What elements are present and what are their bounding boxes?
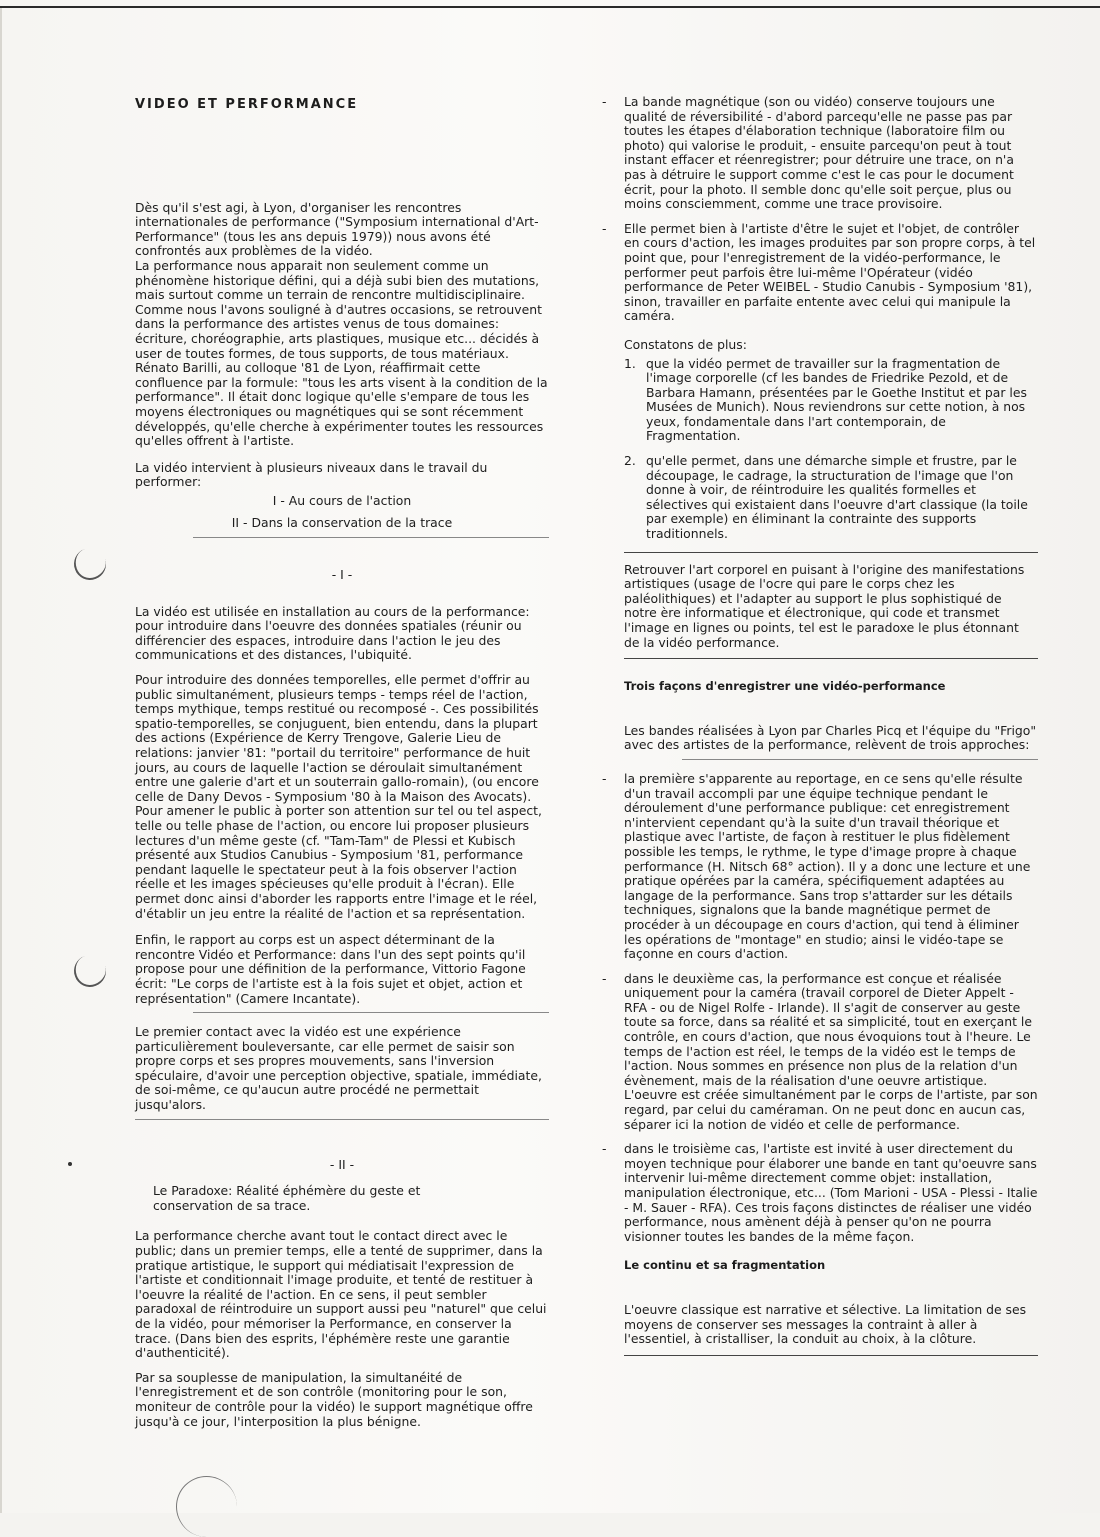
article-title: VIDEO ET PERFORMANCE [135,97,359,112]
paragraph: La vidéo intervient à plusieurs niveaux dans le travail du performer: [135,459,488,490]
numbered-item-text: que la vidéo permet de travailler sur la fragmentation de l'image corporelle (cf les bandes de Friedrike Pezold, et de Barbara Hamann, présentées par le Goethe Institut et par les Musées de Munich). Nous reviendrons sur cette notion, à nos yeux, fondamentale dans l'art contemporain, de Fragmentation. [646,355,1027,444]
punch-hole-mark [69,950,110,991]
list-item [602,972,1038,1133]
list-item-text: La bande magnétique (son ou vidéo) conserve toujours une qualité de réversibilité - d'abord parcequ'elle ne passe pas par toutes les étapes d'élaboration technique (laboratoire film ou photo) qui valorise le produit, - ensuite parcequ'on peut à tout instant effacer et réenregistrer; pour détruire une trace, on n'a pas à détruire le support comme c'est le cas pour le document écrit, pour la photo. Il semble donc qu'elle soit perçue, plus ou moins consciemment, comme une trace provisoire. [624,94,1014,212]
bullet-dash: - [602,1141,607,1157]
paragraph: Constatons de plus: [624,336,747,352]
level-item: I - Au cours de l'action [272,492,412,508]
paragraph: L'oeuvre classique est narrative et sélective. La limitation de ses moyens de conserver ses messages la contraint à aller à l'essentiel, à cristalliser, la conduit au choix, à la clôture. [624,1301,1027,1347]
paragraph: Pour amener le public à porter son attention sur tel ou tel aspect, telle ou telle phase de l'action, ou encore lui proposer plusieurs lectures d'un même geste (cf. "Tam-Tam" de Plessi et Kubisch présenté aux Studios Canubius - Symposium '81, performance pendant laquelle le spectateur peut à la fois observer l'action réelle et les images spécieuses qu'elle produit à l'écran). Elle permet donc ainsi d'aborder les rapports entre l'image et le réel, d'établir un jeu entre la réalité de l'action et sa représentation. [135,803,542,921]
paragraph: Enfin, le rapport au corps est un aspect déterminant de la rencontre Vidéo et Performance: dans l'un des sept points qu'il propose pour une définition de la performance, Vittorio Fagone écrit: "Le corps de l'artiste est à la fois sujet et objet, action et représentation" (Camere Incantate). [135,932,526,1006]
divider [624,1355,1038,1356]
section-number-1: - I - [331,567,353,583]
paragraph: Retrouver l'art corporel en puisant à l'origine des manifestations artistiques (usage de l'ocre qui pare le corps chez les paléolithiques) et l'adapter au support le plus sophistiqué de notre ère informatique et électronique, qui code et transmet l'image en lignes ou points, tel est le paradoxe le plus étonnant de la vidéo performance. [624,561,1025,650]
list-item-text: dans le deuxième cas, la performance est conçue et réalisée uniquement pour la caméra (travail corporel de Dieter Appelt - RFA - ou de Nigel Rolfe - Irlande). Il s'agit de conserver au geste toute sa force, dans sa réalité et sa simplicité, tout en exerçant le contrôle, en cours d'action, que nous évoquions tout à l'heure. Le temps de l'action est réel, le temps de la vidéo est le temps de l'action. Nous sommes en présence non plus de la relation d'un évènement, mais de la réalisation d'une oeuvre artistique. L'oeuvre est créée simultanément par le corps de l'artiste, par son regard, par celui du caméraman. On ne peut donc en aucun cas, séparer ici la notion de vidéo et celle de performance. [624,970,1038,1132]
section-heading: Trois façons d'enregistrer une vidéo-performance [624,679,946,694]
left-edge-shadow [0,8,2,1513]
bullet-dash: - [602,94,607,109]
paragraph: Le premier contact avec la vidéo est une expérience particulièrement bouleversante, car elle permet de saisir son propre corps et ses propres mouvements, sans l'inversion spéculaire, d'avoir une perception objective, spatiale, immédiate, de soi-même, ce qu'aucun autre procédé ne permettait jusqu'alors. [135,1024,542,1113]
numbered-item [624,357,1038,445]
numbered-item [624,454,1038,542]
paragraph: La performance nous apparait non seulement comme un phénomène historique défini, qui a déjà subi bien des mutations, mais surtout comme un terrain de rencontre multidisciplinaire. Comme nous l'avons souligné à d'autres occasions, se retrouvent dans la performance des artistes venus de tous domaines: écriture, choréographie, arts plastiques, musique etc... décidés à user de toutes formes, de tous supports, de tous matériaux. Rénato Barilli, au colloque '81 de Lyon, réaffirmait cette confluence par la formule: "tous les arts visent à la condition de la performance". Il était donc logique qu'elle s'empare de tous les moyens électroniques ou magnétiques qui se sont récemment développés, qu'elle cherche à expérimenter toutes les ressources qu'elles offrent à l'artiste. [135,257,548,449]
item-number: 2. [624,453,636,469]
paragraph: Les bandes réalisées à Lyon par Charles Picq et l'équipe du "Frigo" avec des artistes de la performance, relèvent de trois approches: [624,722,1037,753]
bullet-dash: - [602,770,607,786]
item-number: 1. [624,355,636,371]
numbered-item-text: qu'elle permet, dans une démarche simple et frustre, par le découpage, le cadrage, la structuration de l'image que l'on donne à voir, de réintroduire les qualités formelles et sélectives qui existaient dans l'oeuvre d'art classique (la toile par exemple) en éliminant la contrainte des supports traditionnels. [646,453,1028,542]
right-column [602,94,1038,1366]
ink-dot [68,1162,72,1166]
divider [624,658,1038,659]
divider [193,537,549,538]
divider [682,759,1038,760]
list-item-text: la première s'apparente au reportage, en ce sens qu'elle résulte d'un travail accompli par une équipe technique pendant le déroulement d'une performance publique: cet enregistrement n'intervient cependant qu'à la suite d'un travail théorique et plastique avec l'artiste, de façon à restituer le plus fidèlement possible les temps, le rythme, le type d'image propre à chaque performance (H. Nitsch 68° action). Il y a donc une lecture et une pratique opérées par la caméra, spécifiquement adaptées au langage de la performance. Sans trop s'attarder sur les détails techniques, signalons que la bande magnétique permet de procéder à un découpage en cours d'action, qui tend à éliminer les opérations de "montage" en studio; ainsi le vidéo-tape se façonne en cours d'action. [624,770,1031,962]
list-item-text: Elle permet bien à l'artiste d'être le sujet et l'objet, de contrôler en cours d'action, les images produites par son propre corps, à tel point que, pour l'enregistrement de la vidéo-performance, le performer peut parfois être lui-même l'Opérateur (vidéo performance de Peter WEIBEL - Studio Canubis - Symposium '81), sinon, travailler en parfaite entente avec celui qui manipule la caméra. [624,220,1036,324]
bullet-dash: - [602,220,607,236]
divider [135,1119,549,1120]
list-item-text: dans le troisième cas, l'artiste est invité à user directement du moyen technique pour élaborer une bande en tant qu'oeuvre sans intervenir lui-même directement comme objet: installation, manipulation électronique, etc... (Tom Marioni - USA - Plessi - Italie - M. Sauer - RFA). Ces trois façons distinctes de réaliser une vidéo performance, nous amènent déjà à penser qu'on ne pourra visionner toutes les bandes de la même façon. [624,1141,1038,1244]
section-number-2: - II - [329,1156,355,1172]
bullet-dash: - [602,970,607,986]
top-edge-line [0,6,1100,8]
list-item [602,95,1038,212]
paragraph: Dès qu'il s'est agi, à Lyon, d'organiser les rencontres internationales de performance ("Symposium international d'Art-Performance" (tous les ans depuis 1979)) nous avons été confrontés aux problèmes de la vidéo. [135,199,539,259]
divider [193,1012,549,1013]
list-item [602,222,1038,324]
paragraph: Par sa souplesse de manipulation, la simultanéité de l'enregistrement et de son contrôle (monitoring pour le son, moniteur de contrôle pour la vidéo) le support magnétique offre jusqu'à ce jour, l'interposition la plus bénigne. [135,1369,533,1429]
paragraph: Pour introduire des données temporelles, elle permet d'offrir au public simultanément, plusieurs temps - temps réel de l'action, temps mythique, temps restitué ou recomposé -. Ces possibilités spatio-temporelles, se conjuguent, bien entendu, dans la plupart des actions (Expérience de Kerry Trengove, Galerie Lieu de relations: janvier '81: "portail du territoire" performance de huit jours, au cours de laquelle l'action se déroulait simultanément entre une galerie d'art et un souterrain gallo-romain), (ou encore celle de Dany Devos - Symposium '80 à la Maison des Avocats). [135,672,539,804]
pen-stroke-mark [176,1476,237,1537]
paragraph: La performance cherche avant tout le contact direct avec le public; dans un premier temps, elle a tenté de supprimer, dans la pratique artistique, le support qui médiatisait l'expression de l'artiste et conditionnait l'image produite, et tenté de restituer à l'oeuvre la réalité de l'action. En ce sens, il peut sembler paradoxal de réintroduire un support aussi peu "naturel" que celui de la vidéo, pour mémoriser la Performance, en conserver la trace. (Dans bien des esprits, l'éphémère reste une garantie d'authenticité). [135,1228,547,1361]
list-item [602,1142,1038,1244]
section-heading: Le continu et sa fragmentation [624,1258,826,1273]
divider [624,552,1038,553]
level-item: II - Dans la conservation de la trace [231,515,453,531]
punch-hole-mark [69,543,110,584]
list-item [602,772,1038,962]
left-column [135,98,549,1439]
paradox-subtitle: Le Paradoxe: Réalité éphémère du geste et conservation de sa trace. [153,1183,421,1213]
paragraph: La vidéo est utilisée en installation au cours de la performance: pour introduire dans l'oeuvre des données spatiales (réunir ou différencier des espaces, introduire dans l'action le jeu des communications et des distances, l'ubiquité. [135,603,530,663]
